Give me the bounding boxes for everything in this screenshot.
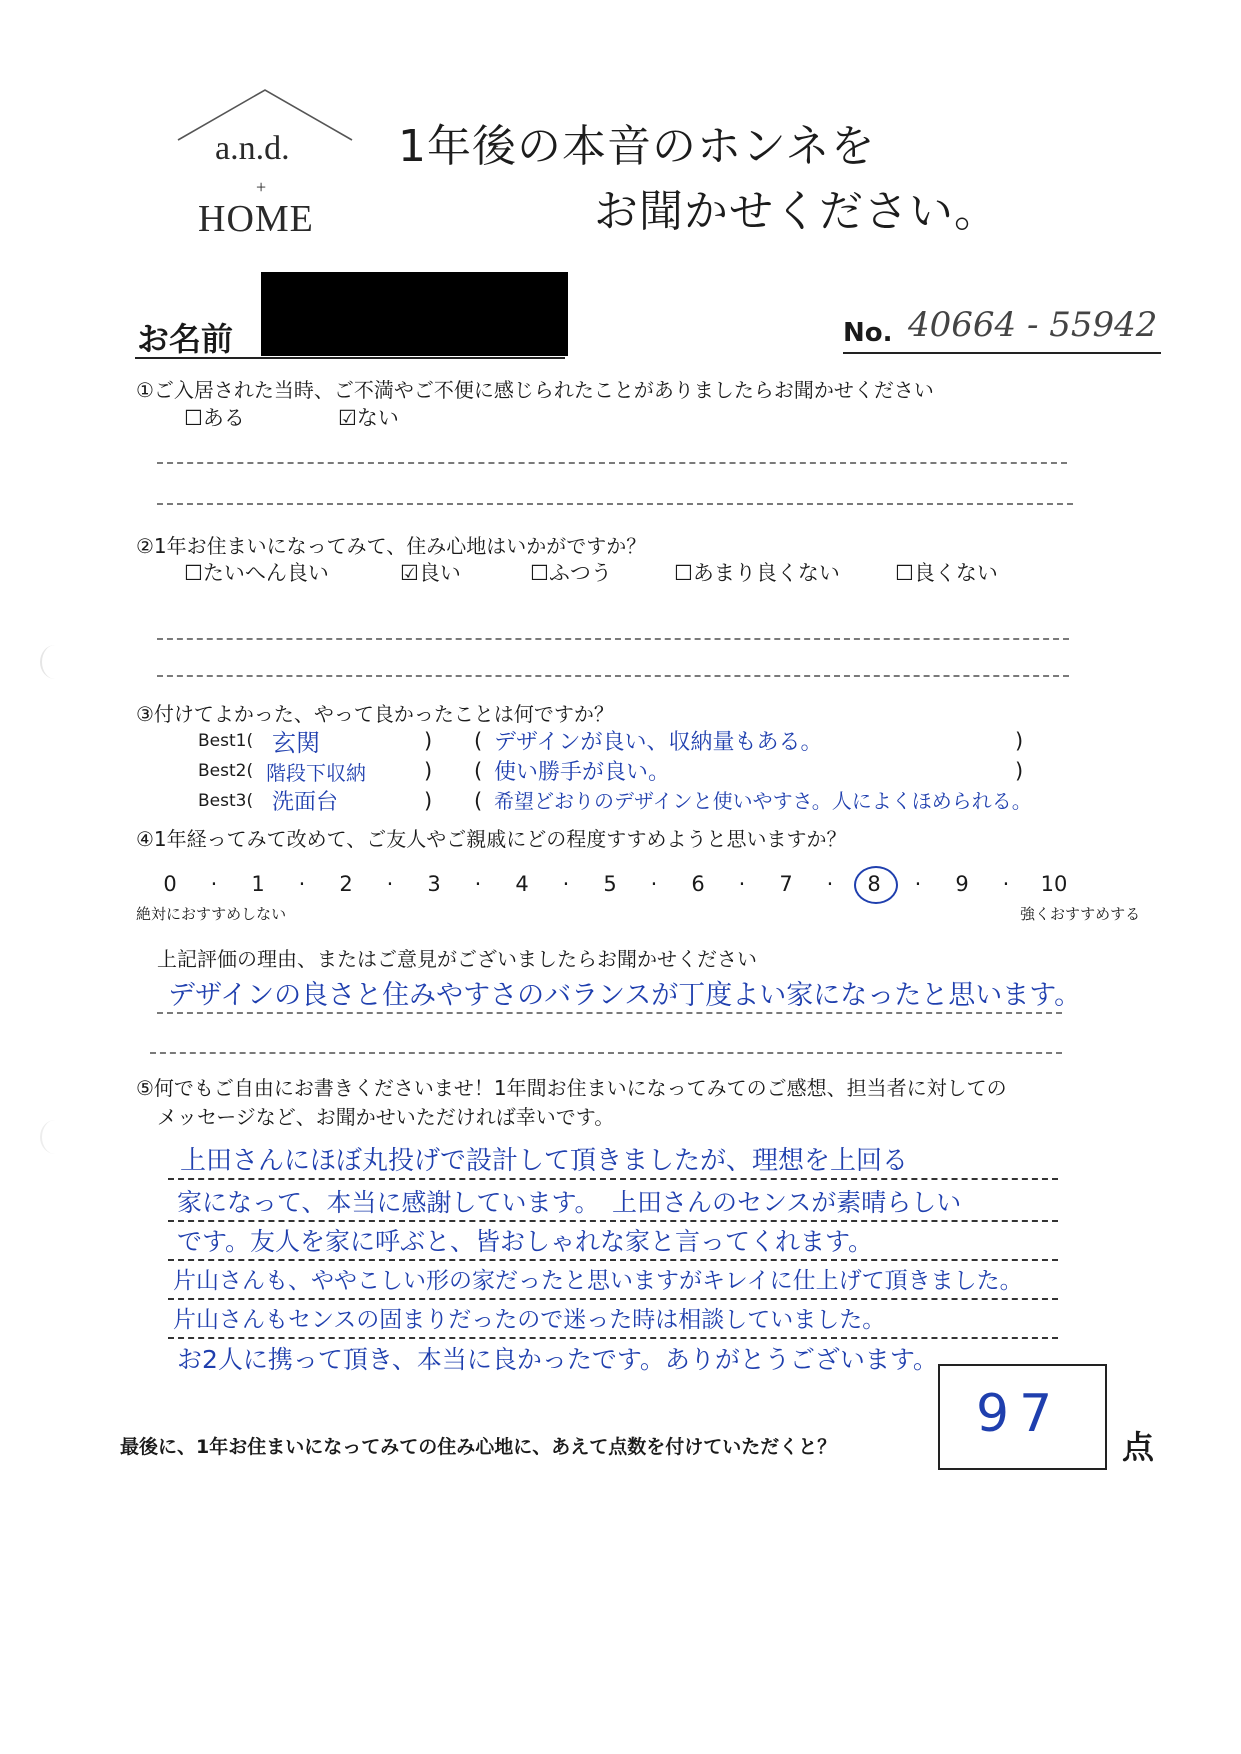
open-paren: ( — [474, 759, 483, 783]
page-title-line1: 1年後の本音のホンネを — [398, 121, 876, 172]
open-paren: ( — [474, 729, 483, 753]
q5-rule-5 — [168, 1337, 1058, 1339]
scale-separator: · — [914, 872, 922, 896]
scale-6[interactable]: 6 — [691, 872, 705, 896]
scale-high-label: 強くおすすめする — [1020, 905, 1141, 923]
scale-9[interactable]: 9 — [955, 872, 969, 896]
q5-rule-4 — [168, 1298, 1058, 1300]
checked-checkbox-icon[interactable]: ☑ — [338, 406, 357, 430]
logo-plus: + — [256, 177, 267, 197]
scale-separator: · — [210, 872, 218, 896]
scale-separator: · — [826, 872, 834, 896]
checkbox-icon[interactable]: ☐ — [674, 561, 693, 585]
scale-separator: · — [562, 872, 570, 896]
q5-answer-line-2: 家になって、本当に感謝しています。 上田さんのセンスが素晴らしい — [177, 1188, 962, 1217]
q2-option-label: たいへん良い — [202, 561, 329, 585]
number-value: 40664 - 55942 — [908, 305, 1158, 345]
q2-answer-line-1 — [157, 638, 1069, 640]
scale-separator: · — [386, 872, 394, 896]
q4-scale — [150, 872, 1090, 904]
best-item: 玄関 — [272, 729, 320, 757]
best-reason: 使い勝手が良い。 — [494, 760, 671, 785]
q5-question-line1: ⑤何でもご自由にお書きくださいませ！1年間お住まいになってみてのご感想、担当者に対しての — [136, 1076, 1007, 1100]
page-title-line2: お聞かせください。 — [594, 186, 999, 237]
q2-option-1[interactable] — [184, 557, 329, 587]
q5-answer-line-4: 片山さんも、ややこしい形の家だったと思いますがキレイに仕上げて頂きました。 — [173, 1268, 1023, 1294]
scale-2[interactable]: 2 — [339, 872, 353, 896]
score-box[interactable] — [938, 1364, 1107, 1470]
q2-answer-line-2 — [157, 675, 1069, 677]
selected-circle-icon — [854, 866, 898, 904]
q2-option-label: あまり良くない — [692, 561, 840, 585]
scan-hole-mark — [40, 645, 70, 679]
close-paren: ) — [424, 759, 433, 783]
scale-0[interactable]: 0 — [163, 872, 177, 896]
q3-question: ③付けてよかった、やって良かったことは何ですか？ — [136, 702, 614, 726]
number-label: No. — [843, 318, 893, 348]
q4-answer-line-2 — [150, 1052, 1062, 1054]
q1-answer-line-2 — [157, 503, 1073, 505]
best-label: Best1( — [198, 731, 254, 751]
q3-best-row-3 — [198, 787, 1078, 817]
q2-option-2[interactable] — [400, 557, 461, 587]
name-underline — [135, 357, 565, 359]
q2-option-label: ふつう — [548, 561, 612, 585]
scale-8-selected[interactable]: 8 — [867, 872, 881, 896]
q3-best-row-1 — [198, 727, 1078, 757]
q1-answer-line-1 — [157, 462, 1067, 464]
q2-option-label: 良くない — [913, 561, 998, 585]
checkbox-icon[interactable]: ☐ — [184, 561, 203, 585]
close-paren: ) — [424, 789, 433, 813]
score-unit: 点 — [1122, 1428, 1155, 1466]
q5-answer-line-6: お2人に携って頂き、本当に良かったです。ありがとうございます。 — [177, 1345, 938, 1374]
scale-separator: · — [650, 872, 658, 896]
open-paren: ( — [474, 789, 483, 813]
number-underline — [843, 352, 1161, 354]
q4-reason-prompt: 上記評価の理由、またはご意見がございましたらお聞かせください — [157, 947, 757, 971]
checkbox-icon[interactable]: ☐ — [895, 561, 914, 585]
q1-option-label: ない — [356, 406, 399, 430]
scale-1[interactable]: 1 — [251, 872, 265, 896]
best-label: Best2( — [198, 761, 254, 781]
q5-rule-3 — [168, 1259, 1058, 1261]
scale-separator: · — [474, 872, 482, 896]
q2-option-label: 良い — [418, 561, 461, 585]
scale-5[interactable]: 5 — [603, 872, 617, 896]
close-paren: ) — [1015, 729, 1024, 753]
scale-10[interactable]: 10 — [1040, 872, 1068, 896]
score-value: 97 — [976, 1384, 1063, 1444]
best-reason: 希望どおりのデザインと使いやすさ。人によくほめられる。 — [494, 789, 1032, 813]
q1-question: ①ご入居された当時、ご不満やご不便に感じられたことがありましたらお聞かせください — [136, 378, 934, 402]
best-item: 階段下収納 — [266, 761, 366, 785]
q1-option-aru[interactable] — [184, 402, 245, 432]
name-label: お名前 — [137, 320, 234, 358]
scale-3[interactable]: 3 — [427, 872, 441, 896]
checkbox-icon[interactable]: ☐ — [184, 406, 203, 430]
q2-option-5[interactable] — [895, 557, 998, 587]
scale-separator: · — [1002, 872, 1010, 896]
q5-rule-1 — [168, 1178, 1058, 1180]
q5-answer-line-5: 片山さんもセンスの固まりだったので迷った時は相談していました。 — [173, 1307, 886, 1333]
scale-4[interactable]: 4 — [515, 872, 529, 896]
q1-option-label: ある — [202, 406, 245, 430]
q3-best-row-2 — [198, 757, 1078, 787]
q4-answer-line-1 — [157, 1012, 1062, 1014]
scale-separator: · — [738, 872, 746, 896]
checked-checkbox-icon[interactable]: ☑ — [400, 561, 419, 585]
best-reason: デザインが良い、収納量もある。 — [494, 730, 823, 755]
q2-question: ②1年お住まいになってみて、住み心地はいかがですか？ — [136, 534, 647, 558]
checkbox-icon[interactable]: ☐ — [530, 561, 549, 585]
best-item: 洗面台 — [272, 790, 339, 815]
q5-answer-line-3: です。友人を家に呼ぶと、皆おしゃれな家と言ってくれます。 — [177, 1227, 874, 1256]
scale-7[interactable]: 7 — [779, 872, 793, 896]
final-question: 最後に、1年お住まいになってみての住み心地に、あえて点数を付けていただくと？ — [120, 1436, 837, 1458]
q1-option-nai[interactable] — [338, 402, 399, 432]
scan-hole-mark — [40, 1120, 70, 1154]
best-label: Best3( — [198, 791, 254, 811]
q4-reason-answer: デザインの良さと住みやすさのバランスが丁度よい家になったと思います。 — [168, 980, 1082, 1011]
q2-option-3[interactable] — [530, 557, 612, 587]
logo-brand-top: a.n.d. — [215, 130, 290, 167]
logo-brand-bottom: HOME — [198, 198, 314, 240]
q4-question: ④1年経ってみて改めて、ご友人やご親戚にどの程度すすめようと思いますか？ — [136, 827, 847, 851]
q2-option-4[interactable] — [674, 557, 840, 587]
q5-question-line2: メッセージなど、お聞かせいただければ幸いです。 — [157, 1105, 615, 1129]
close-paren: ) — [424, 729, 433, 753]
scale-separator: · — [298, 872, 306, 896]
name-redaction-box — [261, 272, 568, 356]
scale-low-label: 絶対におすすめしない — [136, 905, 287, 923]
q5-answer-line-1: 上田さんにほぼ丸投げで設計して頂きましたが、理想を上回る — [180, 1146, 909, 1176]
close-paren: ) — [1015, 759, 1024, 783]
logo — [170, 85, 360, 245]
